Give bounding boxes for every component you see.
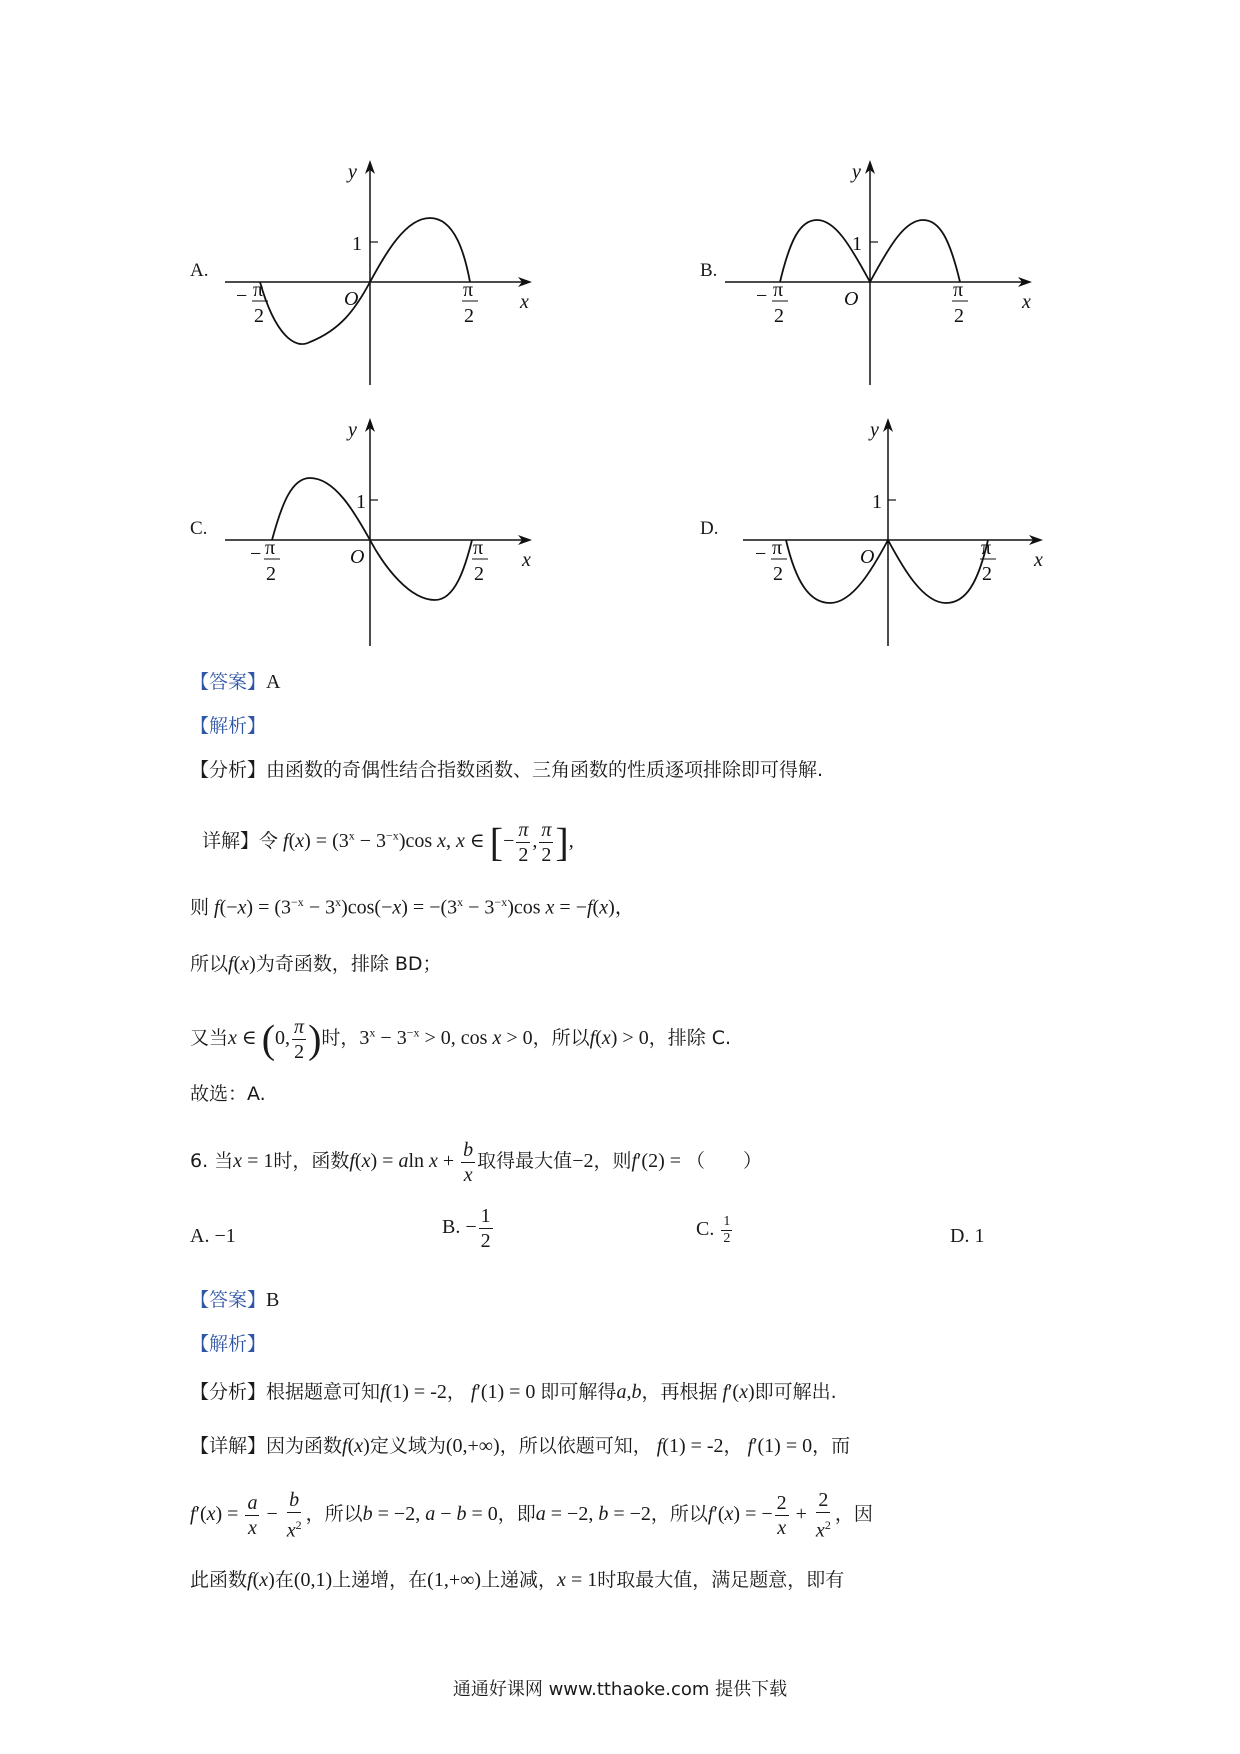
svg-text:y: y [870,419,879,441]
svg-text:y: y [852,161,861,183]
q6-option-a[interactable]: A. −1 [190,1225,236,1247]
svg-text:x: x [1034,549,1043,571]
q6-fenxi: 【分析】根据题意可知f(1) = -2， f′(1) = 0 即可解得a,b，再根据 f′(x)即可解出. [190,1381,837,1403]
svg-text:x: x [1022,291,1031,313]
neg-sign: − [236,285,248,307]
curve [272,478,472,600]
graph-c [220,418,560,658]
q6-analysis: 【解析】 [190,1333,267,1355]
pos-two: 2 [464,305,474,327]
graph-a [220,160,560,400]
q5-so: 所以f(x)为奇函数，排除 BD； [190,953,442,975]
q5-also: 又当x ∈ (0, $\frac{\pi}{2}$ )时，$3^x - 3^{-x} > 0$, cos x > 0，所以f(x) > 0，排除 C. [190,1016,732,1063]
q6-derivative: f′(x) = $\frac{a}{x}$ − $\frac{b}{x^2}$ ，所以b = −2, a − b = 0，即a = −2, b = −2，所以f′(x) = − $\frac{2}{x}$ + $\frac{2}{x^2}$ ，因 [190,1489,873,1542]
q6-option-d[interactable]: D. 1 [950,1225,985,1247]
svg-text:O: O [844,288,859,310]
svg-text:2: 2 [954,305,964,327]
svg-text:y: y [348,419,357,441]
svg-text:−: − [250,543,262,565]
svg-text:π: π [773,279,784,301]
svg-text:π: π [772,537,783,559]
option-d-label: D. [700,518,719,539]
q6-xiangjie: 【详解】因为函数f(x)定义域为(0,+∞)，所以依题可知， f(1) = -2， f′(1) = 0，而 [190,1435,851,1457]
origin-label: O [344,288,359,310]
svg-text:2: 2 [474,563,484,585]
svg-text:1: 1 [356,491,366,513]
svg-text:π: π [473,537,484,559]
y-label: y [348,161,357,183]
curve [786,540,988,603]
pos-pi: π [463,279,474,301]
option-c-label: C. [190,518,208,539]
q5-xiangjie: 详解】令 $f(x) = (3^x - 3^{-x})\cos$ x, x ∈ [− $\frac{\pi}{2}$ , $\frac{\pi}{2}$ ], [202,819,574,866]
q5-choose: 故选：A. [190,1083,266,1105]
graph-d [738,418,1078,658]
q6-option-c[interactable]: C. $\frac{1}{2}$ [696,1214,731,1246]
svg-text:2: 2 [266,563,276,585]
svg-text:π: π [981,537,992,559]
q5-then: 则 $f(-x) = (3^{-x} - 3^x)\cos(-x) = -(3^x - 3^{-x})\cos$ x = −f(x)， [190,895,635,919]
svg-text:−: − [756,285,768,307]
q6-option-b[interactable]: B. − $\frac{1}{2}$ [442,1205,491,1252]
option-a-label: A. [190,260,209,281]
curve [260,218,470,344]
svg-text:O: O [860,546,875,568]
q5-analysis: 【解析】 [190,715,267,737]
svg-text:2: 2 [774,305,784,327]
graph-b [720,160,1060,400]
svg-text:−: − [755,543,767,565]
x-label: x [520,291,529,313]
svg-text:2: 2 [982,563,992,585]
q5-answer: 【答案】A [190,671,281,693]
one-label: 1 [352,233,362,255]
footer: 通通好课网 www.tthaoke.com 提供下载 [452,1679,788,1700]
svg-text:2: 2 [773,563,783,585]
option-b-label: B. [700,260,718,281]
neg-two: 2 [254,305,264,327]
svg-text:π: π [953,279,964,301]
q6-monotonic: 此函数f(x)在(0,1)上递增，在(1,+∞)上递减，x = 1时取最大值，满足题意，即有 [190,1569,845,1591]
svg-text:1: 1 [872,491,882,513]
svg-text:x: x [522,549,531,571]
q6-answer: 【答案】B [190,1289,280,1311]
neg-pi: π [253,279,264,301]
svg-text:π: π [265,537,276,559]
q6-stem: 6. 当x = 1时，函数f(x) = aln x + $\frac{b}{x}$ 取得最大值−2，则f′(2) = （ ） [190,1139,763,1186]
svg-text:1: 1 [852,233,862,255]
svg-text:O: O [350,546,365,568]
q5-fenxi: 【分析】由函数的奇偶性结合指数函数、三角函数的性质逐项排除即可得解. [190,759,824,781]
